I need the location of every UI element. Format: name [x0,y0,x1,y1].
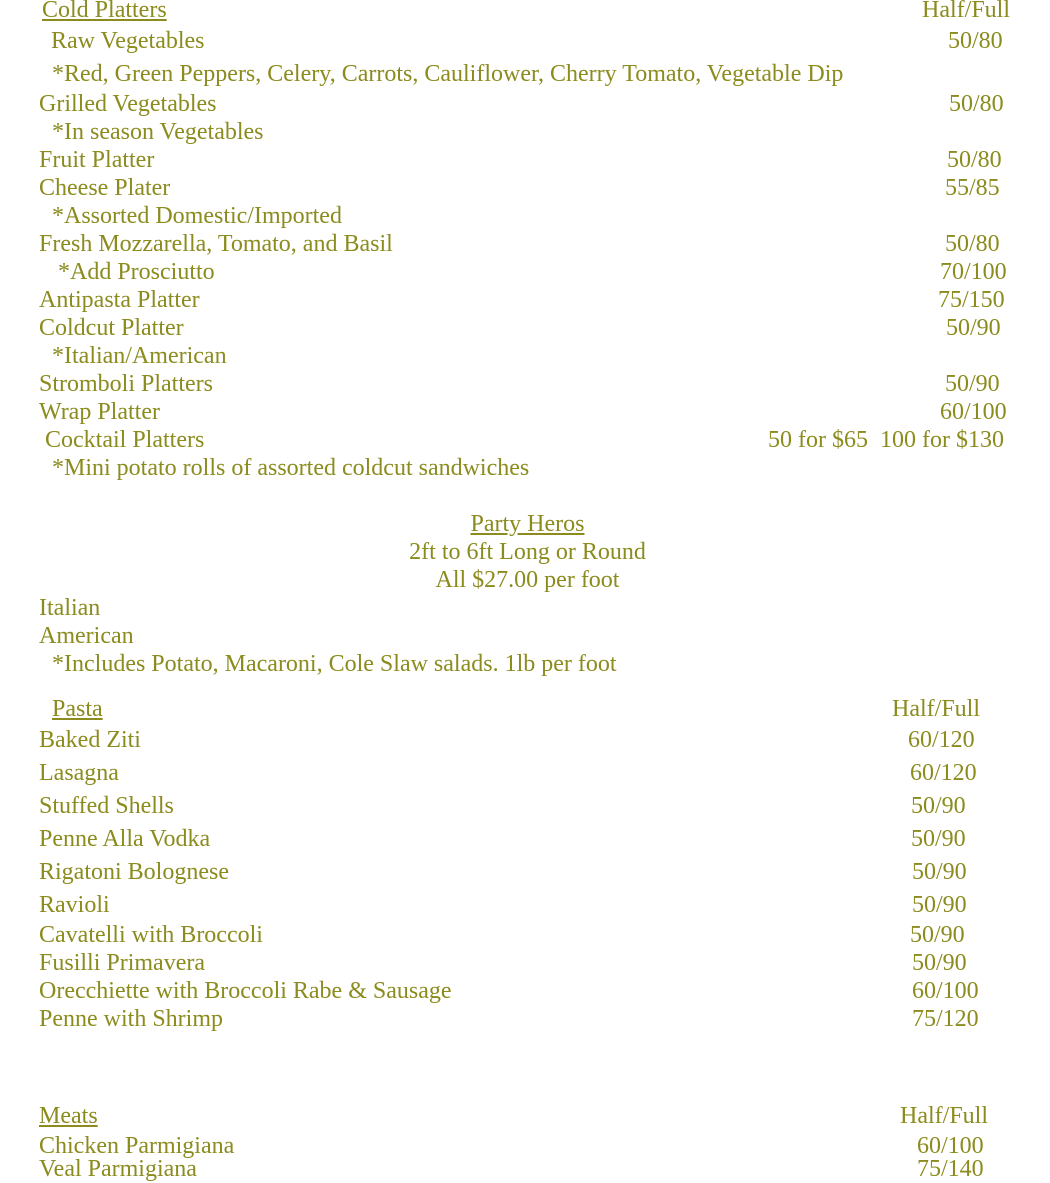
item-name: Raw Vegetables [51,28,205,54]
meats-price-heading: Half/Full [900,1103,988,1129]
item-name: Stromboli Platters [39,371,213,397]
party-heros-price-line: All $27.00 per foot [435,567,620,593]
pasta-price-heading: Half/Full [892,696,980,722]
meats-heading: Meats [39,1103,98,1129]
item-note: *In season Vegetables [52,119,264,145]
item-price: 50/80 [945,231,1000,257]
item-price: 60/100 [912,978,979,1004]
item-name: Lasagna [39,760,119,786]
party-heros-note: *Includes Potato, Macaroni, Cole Slaw salads. 1lb per foot [52,651,617,677]
item-note: *Assorted Domestic/Imported [52,203,342,229]
item-name: Stuffed Shells [39,793,174,819]
cold-platters-heading: Cold Platters [42,0,167,23]
item-price: 50/90 [946,315,1001,341]
item-name: Cocktail Platters [45,427,205,453]
item-price: 60/120 [910,760,977,786]
item-price: 50/90 [910,922,965,948]
item-name: Fruit Platter [39,147,155,173]
item-name: Penne Alla Vodka [39,826,211,852]
item-name: Cheese Plater [39,175,171,201]
item-price: 50 for $65 100 for $130 [768,427,1004,453]
item-price: 55/85 [945,175,1000,201]
item-name: Ravioli [39,892,110,918]
item-name: Orecchiette with Broccoli Rabe & Sausage [39,978,452,1004]
item-price: 50/80 [948,28,1003,54]
item-price: 50/80 [949,91,1004,117]
item-price: 50/90 [912,859,967,885]
item-note: *Mini potato rolls of assorted coldcut sandwiches [52,455,530,481]
item-price: 50/90 [912,892,967,918]
item-name: Coldcut Platter [39,315,184,341]
item-name: Veal Parmigiana [39,1156,197,1182]
list-item: American [39,623,134,649]
item-price: 50/90 [911,793,966,819]
item-price: 60/100 [917,1133,984,1159]
item-name: Wrap Platter [39,399,160,425]
item-price: 75/120 [912,1006,979,1032]
item-name: Grilled Vegetables [39,91,217,117]
item-price: 70/100 [940,259,1007,285]
item-price: 50/80 [947,147,1002,173]
party-heros-subtitle: 2ft to 6ft Long or Round [409,539,646,565]
item-name: Penne with Shrimp [39,1006,223,1032]
pasta-heading: Pasta [52,696,103,722]
item-name: Fusilli Primavera [39,950,205,976]
item-price: 60/120 [908,727,975,753]
item-price: 75/150 [938,287,1005,313]
item-price: 60/100 [940,399,1007,425]
party-heros-heading: Party Heros [470,511,585,537]
item-note: *Red, Green Peppers, Celery, Carrots, Cauliflower, Cherry Tomato, Vegetable Dip [52,61,844,87]
item-note: *Italian/American [52,343,227,369]
item-price: 75/140 [917,1156,984,1182]
item-price: 50/90 [912,950,967,976]
cold-platters-price-heading: Half/Full [922,0,1010,23]
item-name: Fresh Mozzarella, Tomato, and Basil [39,231,393,257]
list-item: Italian [39,595,101,621]
item-name: Rigatoni Bolognese [39,859,229,885]
item-price: 50/90 [945,371,1000,397]
item-note: *Add Prosciutto [58,259,215,285]
item-price: 50/90 [911,826,966,852]
item-name: Antipasta Platter [39,287,200,313]
item-name: Cavatelli with Broccoli [39,922,263,948]
item-name: Baked Ziti [39,727,141,753]
item-name: Chicken Parmigiana [39,1133,235,1159]
